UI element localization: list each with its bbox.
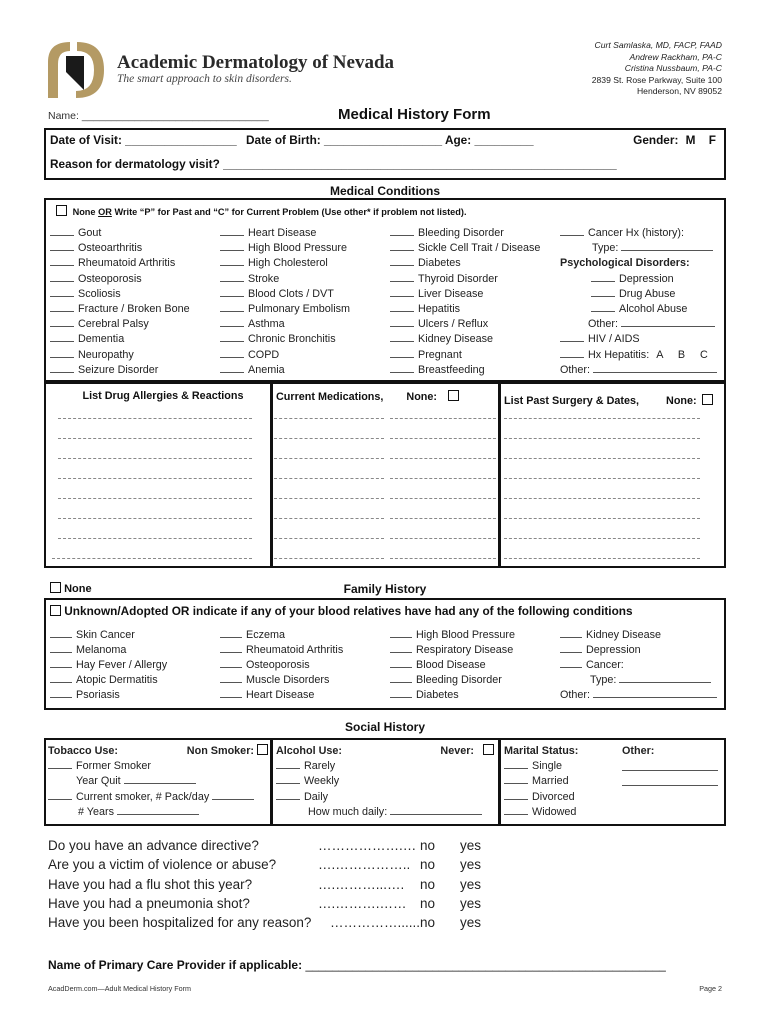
- allergy-line[interactable]: [52, 558, 252, 559]
- marital-other-line[interactable]: [622, 776, 718, 786]
- primary-care-row: [48, 958, 666, 972]
- condition-item[interactable]: Dementia: [50, 332, 190, 347]
- hiv-item[interactable]: HIV / AIDS: [560, 332, 717, 347]
- tobacco-heading: Tobacco Use: Non Smoker:: [48, 744, 268, 759]
- name-field[interactable]: ________________________________: [81, 110, 269, 122]
- question-text: Do you have an advance directive?: [48, 838, 259, 853]
- surgery-line[interactable]: [504, 498, 700, 499]
- family-item[interactable]: Depression: [560, 643, 717, 658]
- marital-other-line[interactable]: [622, 761, 718, 771]
- name-field-row: [48, 110, 269, 122]
- cancer-type-field[interactable]: Type:: [560, 241, 717, 256]
- reason-field[interactable]: ____________________________________________________________: [223, 157, 617, 171]
- condition-item[interactable]: High Blood Pressure: [220, 241, 350, 256]
- family-history-title: Family History: [343, 582, 427, 596]
- marital-option[interactable]: Divorced: [504, 790, 724, 805]
- condition-item[interactable]: Neuropathy: [50, 348, 190, 363]
- allergy-line[interactable]: [58, 478, 252, 479]
- family-item[interactable]: Eczema: [220, 628, 343, 643]
- date-of-birth-field[interactable]: __________________: [324, 133, 443, 147]
- family-item[interactable]: Skin Cancer: [50, 628, 167, 643]
- question-row: [48, 894, 508, 913]
- condition-item[interactable]: Cerebral Palsy: [50, 317, 190, 332]
- form-title: Medical History Form: [338, 106, 491, 123]
- gender-option-m[interactable]: M: [685, 133, 696, 147]
- logo-tagline: The smart approach to skin disorders.: [117, 73, 292, 85]
- family-item[interactable]: Blood Disease: [390, 658, 515, 673]
- question-text: Are you a victim of violence or abuse?: [48, 857, 277, 873]
- date-of-visit-field[interactable]: _________________: [125, 133, 237, 147]
- allergy-line[interactable]: [58, 438, 252, 439]
- medication-line[interactable]: [390, 478, 496, 479]
- medical-conditions-box: [44, 198, 726, 382]
- current-smoker-item[interactable]: Current smoker, # Pack/day: [48, 790, 268, 805]
- question-dots: ….……….……: [318, 895, 407, 911]
- conditions-col-2: [220, 226, 350, 378]
- address-line: Henderson, NV 89052: [636, 86, 722, 96]
- condition-item[interactable]: Osteoarthritis: [50, 241, 190, 256]
- conditions-col-1: [50, 226, 190, 378]
- answer-yes[interactable]: yes: [460, 876, 482, 892]
- medication-line[interactable]: [274, 518, 384, 519]
- condition-item[interactable]: Scoliosis: [50, 287, 190, 302]
- condition-item[interactable]: Sickle Cell Trait / Disease: [390, 241, 540, 256]
- medication-line[interactable]: [390, 438, 496, 439]
- marital-option[interactable]: Married: [504, 774, 724, 789]
- surgery-heading: List Past Surgery & Dates, None:: [504, 394, 713, 407]
- family-item[interactable]: Diabetes: [390, 688, 515, 703]
- marital-option[interactable]: Widowed: [504, 805, 724, 820]
- intro-instructions: Write “P” for Past and “C” for Current Problem (Use other* if problem not listed).: [114, 207, 467, 217]
- family-intro: [50, 604, 633, 618]
- marital-option[interactable]: Single: [504, 759, 724, 774]
- alcohol-never-checkbox[interactable]: [483, 744, 494, 755]
- condition-item[interactable]: Gout: [50, 226, 190, 241]
- condition-item[interactable]: Anemia: [220, 363, 350, 378]
- question-text: Have you had a flu shot this year?: [48, 876, 253, 892]
- psych-item[interactable]: Depression: [560, 272, 717, 287]
- family-cancer-type-field[interactable]: Type:: [560, 673, 717, 688]
- column-divider: [498, 740, 501, 824]
- social-history-title: Social History: [344, 720, 426, 734]
- conditions-intro: [56, 205, 467, 217]
- former-smoker-item[interactable]: Former Smoker: [48, 759, 268, 774]
- condition-item[interactable]: Chronic Bronchitis: [220, 332, 350, 347]
- condition-item[interactable]: Ulcers / Reflux: [390, 317, 540, 332]
- visit-row: [50, 133, 534, 147]
- medications-heading: Current Medications, None:: [276, 390, 459, 403]
- address-line: Curt Samlaska, MD, FACP, FAAD: [594, 40, 722, 50]
- address-line: Cristina Nussbaum, PA-C: [624, 63, 722, 73]
- allergies-heading: List Drug Allergies & Reactions: [82, 390, 244, 402]
- surgery-line[interactable]: [504, 558, 700, 559]
- psych-disorders-heading: Psychological Disorders:: [560, 257, 690, 270]
- condition-item[interactable]: Kidney Disease: [390, 332, 540, 347]
- family-item[interactable]: Respiratory Disease: [390, 643, 515, 658]
- family-none-label: None: [64, 583, 92, 595]
- surgery-line[interactable]: [504, 418, 700, 419]
- medication-line[interactable]: [274, 438, 384, 439]
- family-item[interactable]: Rheumatoid Arthritis: [220, 643, 343, 658]
- surgery-line[interactable]: [504, 518, 700, 519]
- family-other-field[interactable]: Other:: [560, 688, 717, 703]
- conditions-col-4: [560, 226, 717, 378]
- condition-item[interactable]: Osteoporosis: [50, 272, 190, 287]
- psych-other-field[interactable]: Other:: [560, 317, 717, 332]
- question-text: Have you had a pneumonia shot?: [48, 895, 250, 911]
- nevada-logo-icon: [44, 40, 108, 98]
- marital-column: [504, 744, 724, 820]
- alcohol-option[interactable]: Rarely: [276, 759, 494, 774]
- medication-line[interactable]: [390, 458, 496, 459]
- psych-item[interactable]: Drug Abuse: [560, 287, 717, 302]
- question-row: [48, 836, 508, 855]
- footer-source: AcadDerm.com—Adult Medical History Form: [48, 984, 191, 993]
- year-quit-field[interactable]: Year Quit: [48, 774, 268, 789]
- condition-item[interactable]: Rheumatoid Arthritis: [50, 256, 190, 271]
- medical-conditions-title: Medical Conditions: [329, 184, 440, 198]
- condition-item[interactable]: Asthma: [220, 317, 350, 332]
- allergy-line[interactable]: [58, 538, 252, 539]
- gender-label: Gender:: [633, 133, 679, 147]
- social-history-box: [44, 738, 726, 826]
- answer-no[interactable]: no: [420, 915, 436, 931]
- conditions-col-3: [390, 226, 540, 378]
- family-col-2: [220, 628, 343, 703]
- cancer-hx-item[interactable]: Cancer Hx (history):: [560, 226, 717, 241]
- reason-row: [50, 157, 617, 171]
- family-item[interactable]: Bleeding Disorder: [390, 673, 515, 688]
- address-line: Andrew Rackham, PA-C: [629, 51, 722, 62]
- medication-line[interactable]: [274, 538, 384, 539]
- other-condition-field[interactable]: Other:: [560, 363, 717, 378]
- condition-item[interactable]: COPD: [220, 348, 350, 363]
- allergy-line[interactable]: [58, 458, 252, 459]
- answer-yes[interactable]: yes: [460, 915, 482, 931]
- question-row: [48, 855, 508, 874]
- answer-yes[interactable]: yes: [460, 857, 482, 873]
- non-smoker-checkbox[interactable]: [257, 744, 268, 755]
- date-of-visit-label: Date of Visit:: [50, 133, 122, 147]
- family-item[interactable]: Heart Disease: [220, 688, 343, 703]
- condition-item[interactable]: Liver Disease: [390, 287, 540, 302]
- medication-line[interactable]: [390, 498, 496, 499]
- lists-box: [44, 382, 726, 568]
- date-of-birth-label: Date of Birth:: [246, 133, 321, 147]
- question-text: Have you been hospitalized for any reason?: [48, 915, 312, 931]
- condition-item[interactable]: Seizure Disorder: [50, 363, 190, 378]
- answer-no[interactable]: no: [420, 857, 436, 873]
- question-dots: ……………......: [330, 915, 421, 931]
- how-much-daily-field[interactable]: How much daily:: [276, 805, 494, 820]
- family-col-1: [50, 628, 167, 703]
- medication-line[interactable]: [274, 478, 384, 479]
- answer-no[interactable]: no: [420, 838, 436, 853]
- address-line: 2839 St. Rose Parkway, Suite 100: [591, 74, 722, 85]
- none-label: None: [72, 207, 96, 217]
- medication-line[interactable]: [390, 518, 496, 519]
- family-item[interactable]: Osteoporosis: [220, 658, 343, 673]
- question-dots: ……………….…: [318, 838, 417, 853]
- condition-item[interactable]: Stroke: [220, 272, 350, 287]
- family-item[interactable]: Kidney Disease: [560, 628, 717, 643]
- hx-hepatitis-item[interactable]: Hx Hepatitis: A B C: [560, 348, 717, 363]
- allergy-line[interactable]: [58, 418, 252, 419]
- surgery-none-checkbox[interactable]: [702, 394, 713, 405]
- surgery-line[interactable]: [504, 538, 700, 539]
- condition-item[interactable]: Pregnant: [390, 348, 540, 363]
- family-item[interactable]: Muscle Disorders: [220, 673, 343, 688]
- answer-yes[interactable]: yes: [460, 895, 482, 911]
- practice-address: [592, 40, 722, 98]
- age-field[interactable]: _________: [474, 133, 534, 147]
- medication-line[interactable]: [390, 538, 496, 539]
- surgery-line[interactable]: [504, 438, 700, 439]
- none-checkbox[interactable]: [56, 205, 67, 216]
- family-intro-text: Unknown/Adopted OR indicate if any of your blood relatives have had any of the following conditions: [64, 604, 633, 618]
- question-dots: ….……………..: [318, 857, 411, 873]
- answer-no[interactable]: no: [420, 876, 436, 892]
- reason-label: Reason for dermatology visit?: [50, 157, 220, 171]
- condition-item[interactable]: Blood Clots / DVT: [220, 287, 350, 302]
- medication-line[interactable]: [390, 418, 496, 419]
- logo-name: Academic Dermatology of Nevada: [117, 52, 395, 73]
- age-label: Age:: [444, 133, 472, 147]
- answer-no[interactable]: no: [420, 895, 436, 911]
- primary-care-field[interactable]: ______________________________________________________: [305, 958, 666, 972]
- family-col-4: [560, 628, 717, 703]
- psych-item[interactable]: Alcohol Abuse: [560, 302, 717, 317]
- years-smoked-field[interactable]: # Years: [48, 805, 268, 820]
- allergy-line[interactable]: [58, 498, 252, 499]
- medication-line[interactable]: [274, 498, 384, 499]
- alcohol-option[interactable]: Daily: [276, 790, 494, 805]
- medication-line[interactable]: [390, 558, 496, 559]
- family-item[interactable]: Psoriasis: [50, 688, 167, 703]
- alcohol-column: [276, 744, 494, 820]
- gender-row: [633, 133, 716, 147]
- medication-line[interactable]: [274, 458, 384, 459]
- surgery-line[interactable]: [504, 458, 700, 459]
- medication-line[interactable]: [274, 558, 384, 559]
- primary-care-label: Name of Primary Care Provider if applicable:: [48, 958, 303, 972]
- question-dots: ….………...….: [318, 876, 405, 892]
- condition-item[interactable]: Fracture / Broken Bone: [50, 302, 190, 317]
- family-item[interactable]: Cancer:: [560, 658, 717, 673]
- marital-heading: Marital Status: Other:: [504, 745, 655, 757]
- allergy-line[interactable]: [58, 518, 252, 519]
- condition-item[interactable]: Pulmonary Embolism: [220, 302, 350, 317]
- yes-no-questions: [48, 836, 508, 932]
- condition-item[interactable]: Hepatitis: [390, 302, 540, 317]
- surgery-line[interactable]: [504, 478, 700, 479]
- page-number: Page 2: [699, 984, 722, 993]
- alcohol-option[interactable]: Weekly: [276, 774, 494, 789]
- family-item[interactable]: Hay Fever / Allergy: [50, 658, 167, 673]
- condition-item[interactable]: Heart Disease: [220, 226, 350, 241]
- question-row: [48, 913, 508, 932]
- family-item[interactable]: Atopic Dermatitis: [50, 673, 167, 688]
- alcohol-heading: Alcohol Use: Never:: [276, 744, 494, 759]
- condition-item[interactable]: Thyroid Disorder: [390, 272, 540, 287]
- column-divider: [270, 384, 273, 566]
- logo: [44, 40, 395, 100]
- answer-yes[interactable]: yes: [460, 838, 482, 853]
- tobacco-column: [48, 744, 268, 820]
- family-col-3: [390, 628, 515, 703]
- name-label: Name:: [48, 110, 79, 122]
- visit-info-box: [44, 128, 726, 180]
- column-divider: [270, 740, 273, 824]
- condition-item[interactable]: Diabetes: [390, 256, 540, 271]
- condition-item[interactable]: High Cholesterol: [220, 256, 350, 271]
- condition-item[interactable]: Breastfeeding: [390, 363, 540, 378]
- medications-none-checkbox[interactable]: [448, 390, 459, 401]
- column-divider: [498, 384, 501, 566]
- gender-option-f[interactable]: F: [708, 133, 716, 147]
- condition-item[interactable]: Bleeding Disorder: [390, 226, 540, 241]
- question-row: [48, 875, 508, 894]
- family-item[interactable]: High Blood Pressure: [390, 628, 515, 643]
- or-label: OR: [98, 207, 112, 217]
- unknown-adopted-checkbox[interactable]: [50, 605, 61, 616]
- family-history-box: [44, 598, 726, 710]
- family-item[interactable]: Melanoma: [50, 643, 167, 658]
- medication-line[interactable]: [274, 418, 384, 419]
